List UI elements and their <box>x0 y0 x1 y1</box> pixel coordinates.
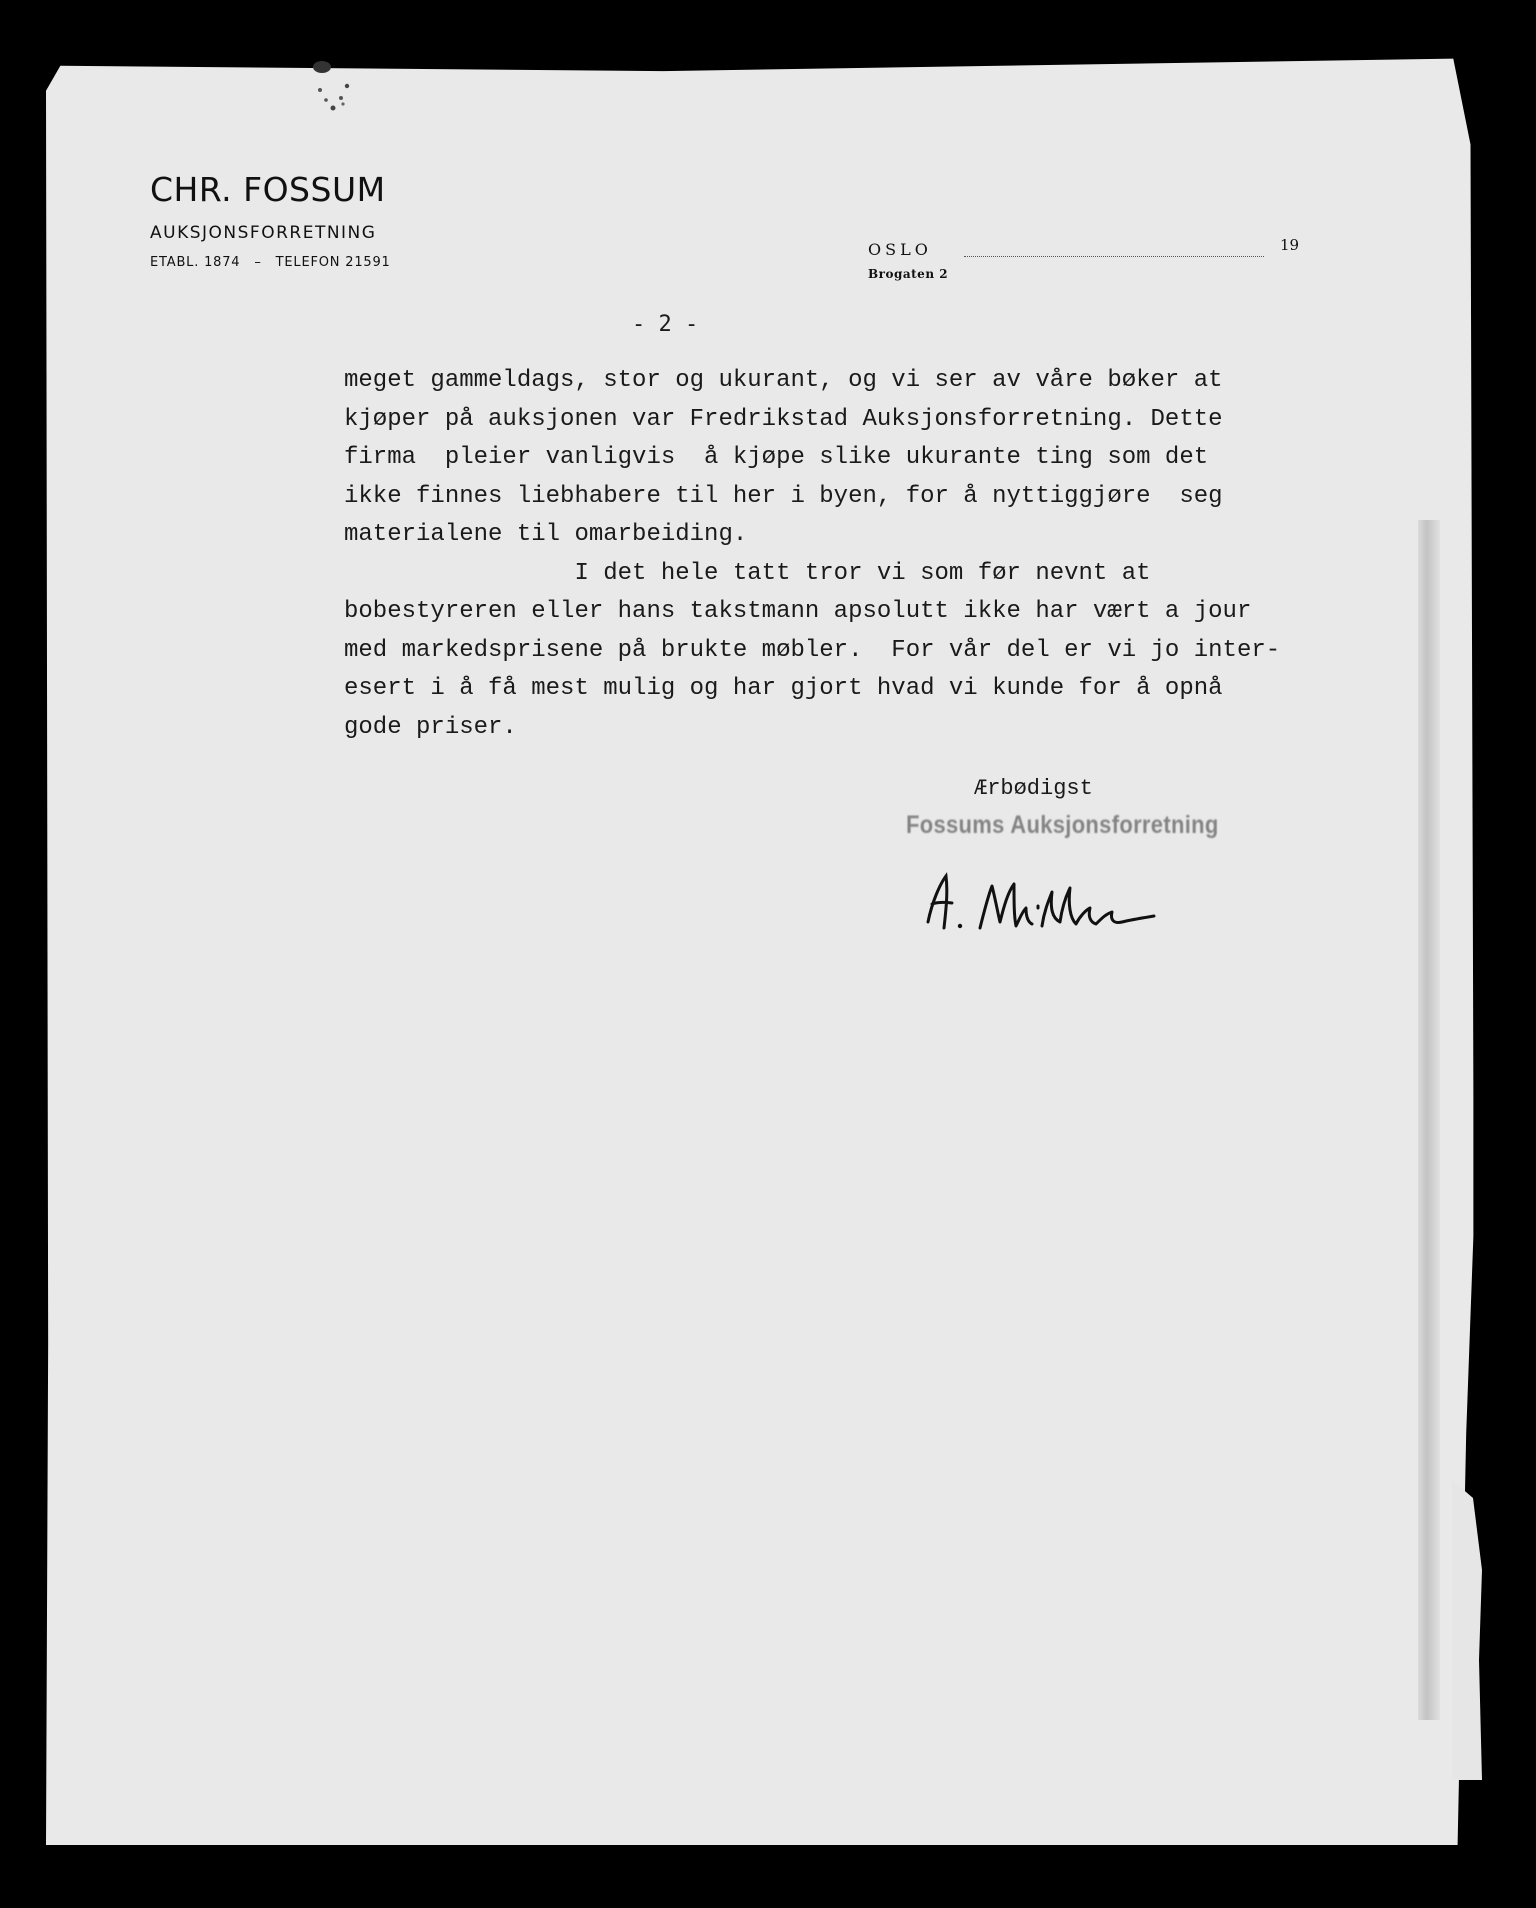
body-line: kjøper på auksjonen var Fredrikstad Auksjonsforretning. Dette <box>344 405 1223 433</box>
closing-salutation: Ærbødigst <box>974 776 1093 801</box>
company-subtitle: AUKSJONSFORRETNING <box>150 223 377 243</box>
letterhead <box>150 170 391 270</box>
established-year: ETABL. 1874 <box>150 255 241 270</box>
staple-mark <box>300 30 370 140</box>
date-fill-line <box>964 256 1264 257</box>
company-details <box>150 255 391 270</box>
paper-torn-corner <box>1452 1480 1482 1780</box>
body-line: materialene til omarbeiding. <box>344 521 748 548</box>
body-line: gode priser. <box>344 713 517 741</box>
details-separator: – <box>254 255 262 270</box>
letter-body <box>344 362 1354 747</box>
body-line: ikke finnes liebhabere til her i byen, for å nyttiggjøre seg <box>344 482 1223 510</box>
company-name: CHR. FOSSUM <box>150 170 386 209</box>
body-line: esert i å få mest mulig og har gjort hvad vi kunde for å opnå <box>344 675 1223 702</box>
street-address: Brogaten 2 <box>868 267 949 281</box>
paper-edge-fold <box>1418 520 1440 1720</box>
document-page <box>46 55 1482 1845</box>
body-line: meget gammeldags, stor og ukurant, og vi ser av våre bøker at <box>344 367 1223 394</box>
body-line: firma pleier vanligvis å kjøpe slike ukurante ting som det <box>344 444 1209 471</box>
page-number: - 2 - <box>632 312 699 337</box>
place-date-block <box>868 236 1300 281</box>
handwritten-signature <box>910 862 1170 942</box>
place-city: OSLO <box>868 240 932 259</box>
body-line: I det hele tatt tror vi som før nevnt at <box>344 559 1151 587</box>
body-line: bobestyreren eller hans takstmann apsolutt ikke har vært a jour <box>344 598 1252 625</box>
company-stamp: Fossums Auksjonsforretning <box>906 810 1219 839</box>
telephone-number: TELEFON 21591 <box>275 255 391 270</box>
year-prefix: 19 <box>1280 236 1300 254</box>
body-line: med markedsprisene på brukte møbler. For vår del er vi jo inter- <box>344 636 1281 664</box>
